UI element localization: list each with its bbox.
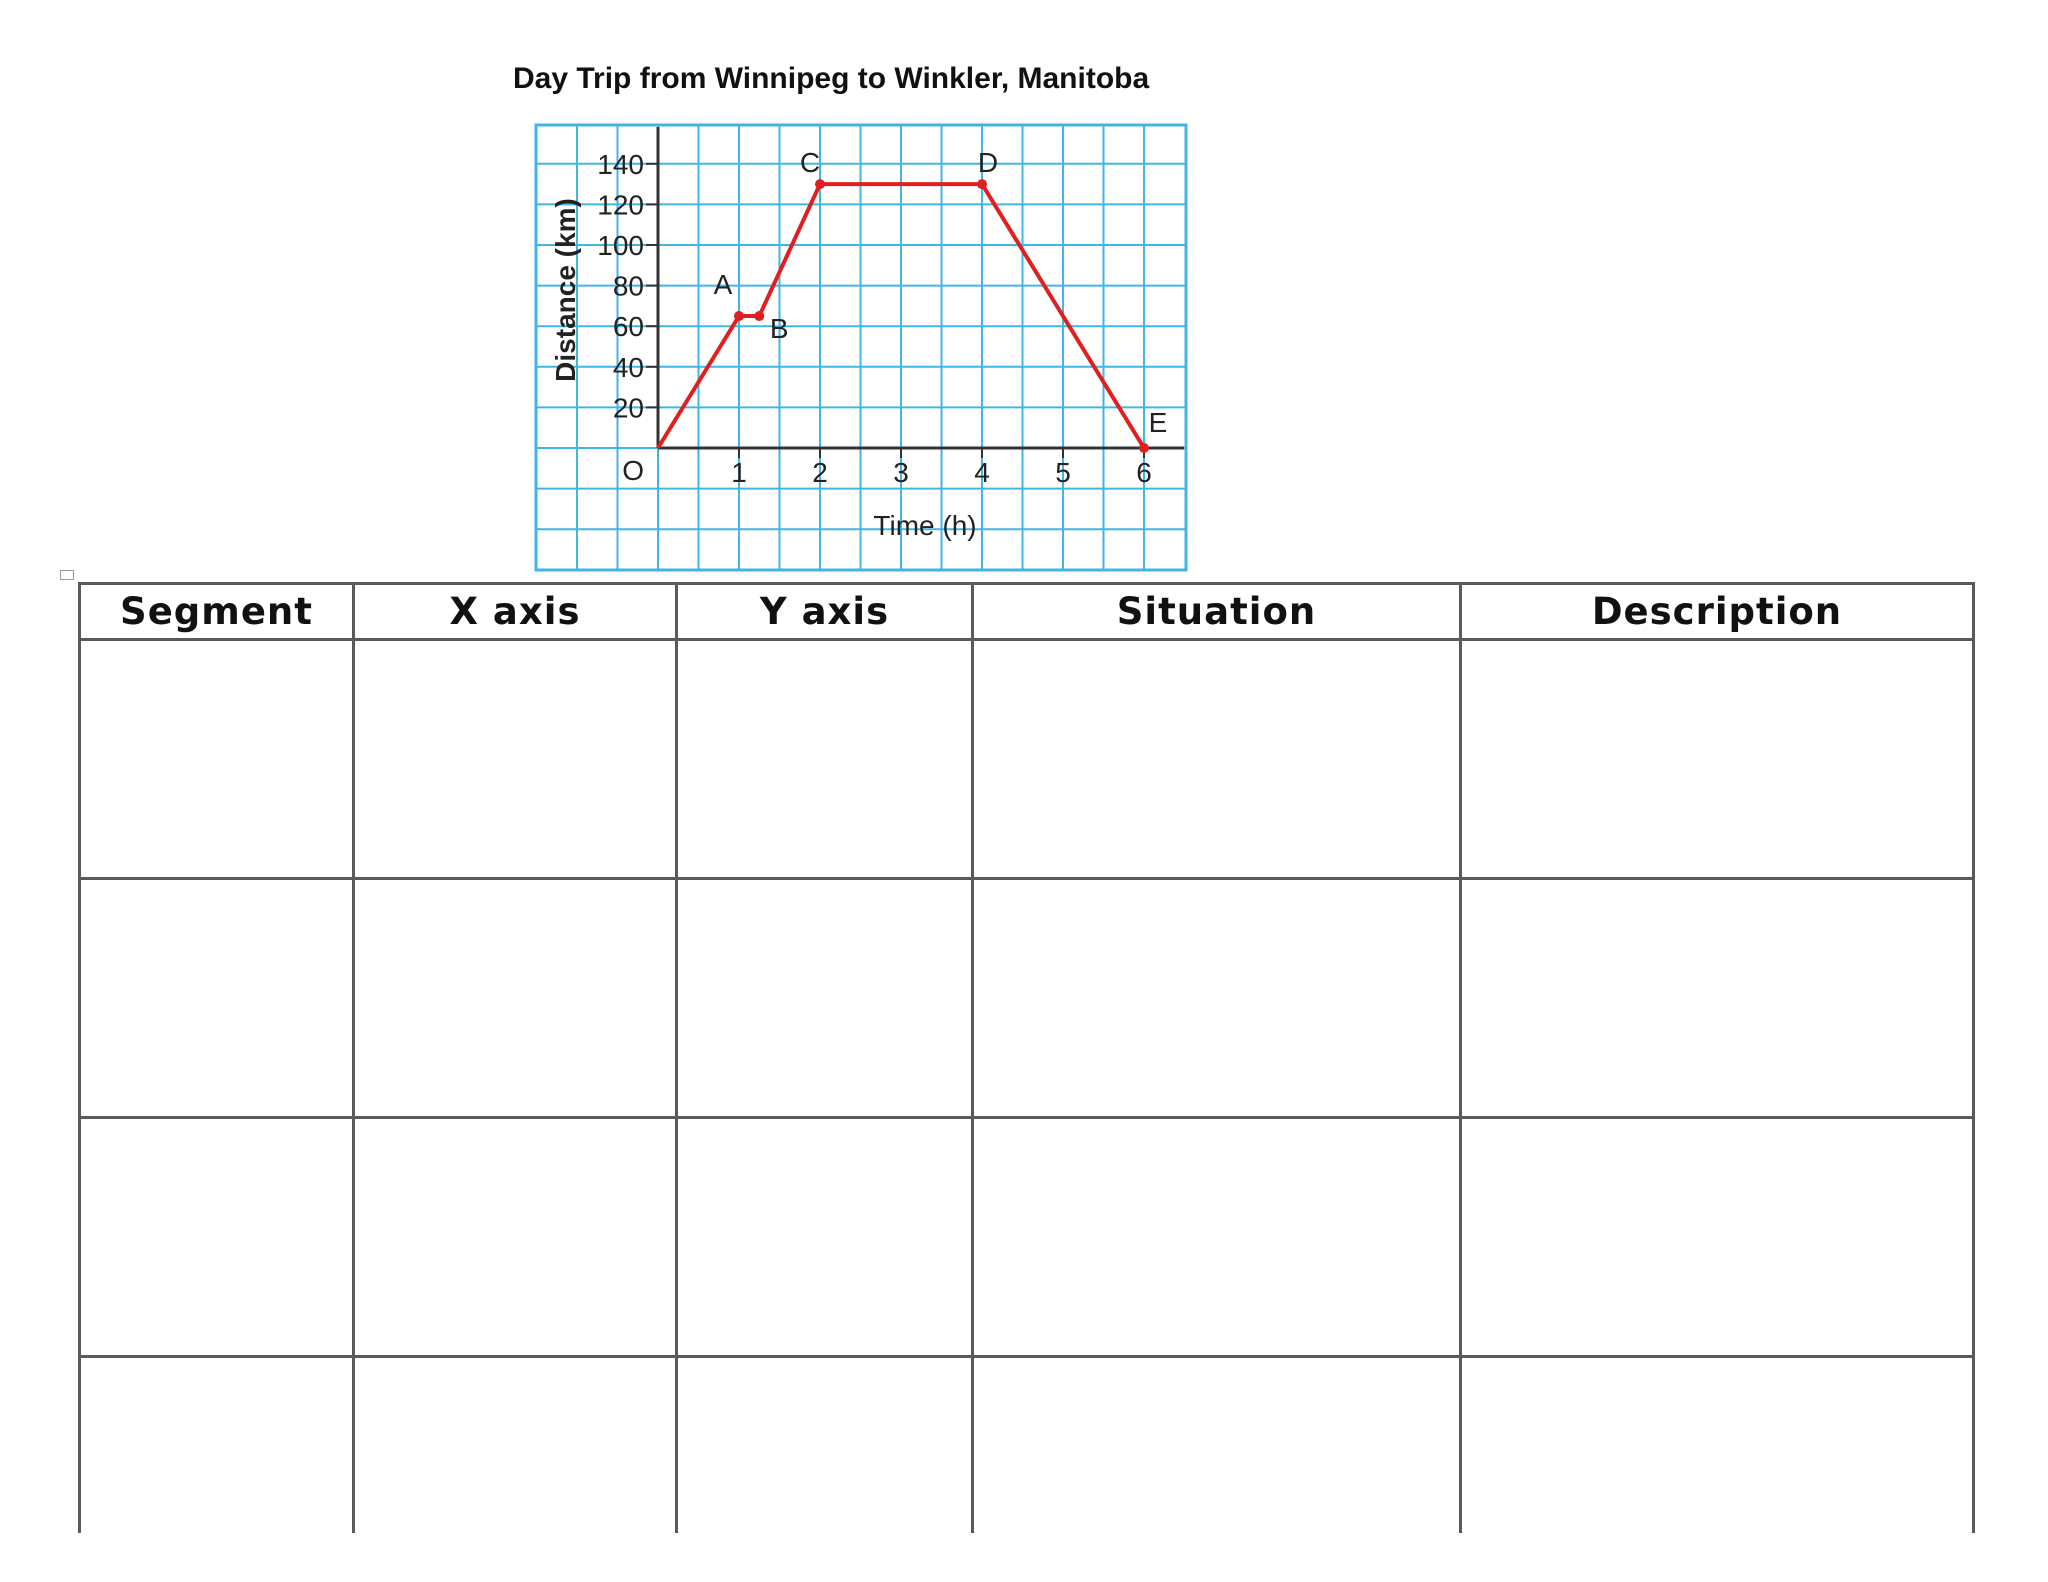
x-tick-label: 6 [1136,457,1152,488]
x-tick-label: 5 [1055,457,1071,488]
table-cell[interactable] [354,879,677,1118]
table-cell[interactable] [354,640,677,879]
table-row [80,640,1974,879]
x-tick-label: 3 [893,457,909,488]
table-cell[interactable] [973,640,1461,879]
data-point [734,311,744,321]
table-cell[interactable] [677,1357,973,1534]
data-point [815,179,825,189]
x-tick-label: 2 [812,457,828,488]
table-row [80,1357,1974,1534]
worksheet-table [78,582,1975,1533]
table-move-handle-icon[interactable] [60,570,74,580]
x-tick-label: 4 [974,457,990,488]
table-cell[interactable] [1461,879,1974,1118]
table-cell[interactable] [354,1357,677,1534]
y-tick-label: 60 [612,311,644,343]
point-label-c: C [799,147,821,179]
table-cell[interactable] [1461,640,1974,879]
data-point [977,179,987,189]
table-cell[interactable] [973,879,1461,1118]
table-header-row [80,584,1974,640]
y-axis-label: Distance (km) [550,198,581,382]
chart-title: Day Trip from Winnipeg to Winkler, Manitoba [513,62,1150,95]
header-x-axis: X axis [354,584,677,640]
table-cell[interactable] [80,1357,354,1534]
y-tick-label: 80 [612,270,644,302]
x-axis-label: Time (h) [873,510,977,541]
table-cell[interactable] [677,879,973,1118]
table-cell[interactable] [354,1118,677,1357]
table-cell[interactable] [80,1118,354,1357]
data-point [1139,443,1149,453]
table-cell[interactable] [80,879,354,1118]
header-description: Description [1461,584,1974,640]
table-cell[interactable] [80,640,354,879]
point-label-d: D [977,147,999,179]
y-tick-label: 140 [597,148,644,180]
data-point [754,311,764,321]
y-tick-label: 40 [612,351,644,383]
header-y-axis: Y axis [677,584,973,640]
table-row [80,1118,1974,1357]
table-cell[interactable] [1461,1357,1974,1534]
table-row [80,879,1974,1118]
table-cell[interactable] [677,1118,973,1357]
point-label-a: A [713,269,733,301]
table-cell[interactable] [973,1357,1461,1534]
y-tick-label: 120 [597,189,644,221]
x-tick-label: 1 [731,457,747,488]
origin-label: O [622,455,644,486]
table-cell[interactable] [677,640,973,879]
table-cell[interactable] [973,1118,1461,1357]
y-tick-label: 100 [597,230,644,261]
point-label-b: B [769,313,789,345]
point-label-e: E [1148,407,1168,438]
header-segment: Segment [80,584,354,640]
header-situation: Situation [973,584,1461,640]
table-cell[interactable] [1461,1118,1974,1357]
y-tick-label: 20 [612,392,644,424]
distance-time-chart [0,0,2048,580]
